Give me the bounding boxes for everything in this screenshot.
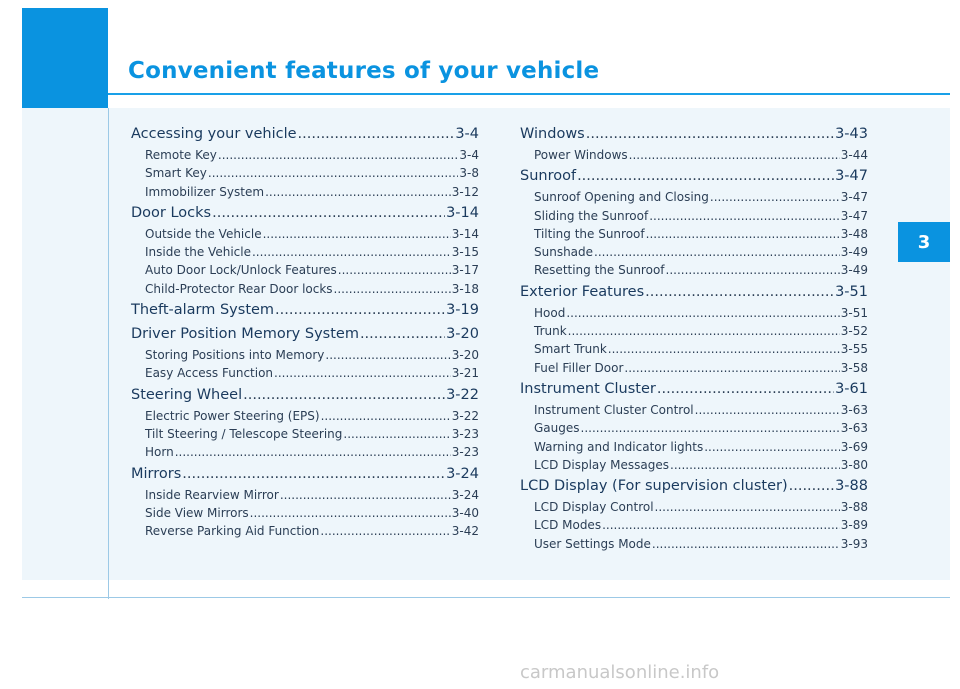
toc-item[interactable] bbox=[131, 245, 479, 263]
toc-leader bbox=[265, 185, 451, 199]
toc-item-page: 3-12 bbox=[451, 184, 479, 199]
toc-item-label: Easy Access Function bbox=[145, 366, 274, 381]
margin-divider bbox=[108, 108, 109, 599]
toc-item[interactable] bbox=[520, 421, 868, 439]
toc-item[interactable] bbox=[520, 148, 868, 166]
toc-section[interactable] bbox=[520, 284, 868, 306]
toc-section-label: Instrument Cluster bbox=[520, 380, 656, 397]
toc-item-page: 3-49 bbox=[840, 245, 868, 260]
toc-item[interactable] bbox=[131, 185, 479, 203]
toc-item[interactable] bbox=[520, 209, 868, 227]
toc-leader bbox=[789, 478, 834, 494]
toc-item-label: Remote Key bbox=[145, 148, 217, 162]
toc-item[interactable] bbox=[520, 324, 868, 342]
toc-leader bbox=[275, 302, 445, 318]
toc-leader bbox=[704, 440, 840, 454]
toc-item-page: 3-55 bbox=[840, 342, 868, 357]
toc-section-page: 3-61 bbox=[835, 380, 868, 397]
toc-item-page: 3-69 bbox=[840, 439, 868, 454]
toc-leader bbox=[566, 306, 839, 320]
toc-item[interactable] bbox=[131, 506, 479, 524]
toc-leader bbox=[274, 366, 451, 380]
toc-section-page: 3-24 bbox=[446, 465, 479, 482]
toc-section-page: 3-22 bbox=[446, 386, 479, 403]
toc-item[interactable] bbox=[131, 282, 479, 300]
toc-item-label: Tilt Steering / Telescope Steering bbox=[145, 426, 343, 441]
toc-item-page: 3-47 bbox=[840, 190, 868, 205]
toc-leader bbox=[325, 348, 450, 362]
toc-leader bbox=[298, 126, 455, 142]
toc-item-page: 3-20 bbox=[451, 348, 479, 363]
toc-section-label: Windows bbox=[520, 126, 585, 142]
toc-item-page: 3-47 bbox=[840, 208, 868, 223]
toc-section-label: Accessing your vehicle bbox=[131, 126, 297, 142]
toc-leader bbox=[645, 284, 834, 300]
toc-leader bbox=[334, 282, 451, 296]
toc-item-label: Sunshade bbox=[534, 245, 594, 260]
toc-leader bbox=[624, 361, 839, 375]
toc-item-page: 3-21 bbox=[451, 366, 479, 381]
toc-item-label: Outside the Vehicle bbox=[145, 226, 262, 241]
toc-item-label: LCD Display Control bbox=[534, 500, 654, 515]
toc-item[interactable] bbox=[131, 166, 479, 184]
toc-item[interactable] bbox=[520, 245, 868, 263]
chapter-tab[interactable]: 3 bbox=[898, 222, 950, 262]
toc-leader bbox=[343, 427, 450, 441]
toc-item-page: 3-93 bbox=[840, 536, 868, 551]
toc-leader bbox=[629, 148, 840, 162]
toc-leader bbox=[175, 445, 451, 459]
toc-item[interactable] bbox=[131, 348, 479, 366]
toc-section-label: Theft-alarm System bbox=[131, 302, 275, 319]
toc-section-page: 3-51 bbox=[835, 283, 868, 300]
toc-item[interactable] bbox=[520, 537, 868, 555]
toc-leader bbox=[649, 209, 840, 223]
toc-item-page: 3-4 bbox=[459, 148, 479, 162]
toc-item-label: Resetting the Sunroof bbox=[534, 263, 665, 278]
toc-leader bbox=[652, 537, 840, 551]
toc-leader bbox=[710, 190, 840, 204]
toc-item[interactable] bbox=[520, 227, 868, 245]
toc-leader bbox=[338, 263, 451, 277]
toc-item-page: 3-8 bbox=[459, 166, 479, 181]
toc-leader bbox=[320, 524, 450, 538]
toc-item-label: Storing Positions into Memory bbox=[145, 348, 325, 363]
toc-section[interactable] bbox=[131, 205, 479, 227]
toc-item-label: Side View Mirrors bbox=[145, 505, 249, 520]
toc-item-page: 3-23 bbox=[451, 445, 479, 460]
toc-leader bbox=[360, 326, 445, 342]
toc-item-page: 3-63 bbox=[840, 421, 868, 436]
toc-section-page: 3-19 bbox=[446, 302, 479, 319]
toc-item-label: Auto Door Lock/Unlock Features bbox=[145, 263, 337, 278]
toc-leader bbox=[280, 488, 451, 502]
toc-item-label: LCD Modes bbox=[534, 518, 602, 533]
toc-section-page: 3-88 bbox=[835, 478, 868, 495]
toc-item-label: Fuel Filler Door bbox=[534, 360, 624, 375]
toc-item-page: 3-44 bbox=[840, 148, 868, 162]
toc-item[interactable] bbox=[520, 518, 868, 536]
toc-item-page: 3-23 bbox=[451, 426, 479, 441]
toc-section-page: 3-47 bbox=[835, 168, 868, 185]
toc-section-label: Exterior Features bbox=[520, 283, 645, 300]
toc-leader bbox=[646, 227, 840, 241]
toc-leader bbox=[568, 324, 840, 338]
toc-section-label: Mirrors bbox=[131, 465, 182, 482]
toc-item[interactable] bbox=[131, 227, 479, 245]
toc-item-page: 3-63 bbox=[840, 402, 868, 417]
toc-item[interactable] bbox=[131, 263, 479, 281]
toc-item-label: User Settings Mode bbox=[534, 536, 651, 551]
toc-item-page: 3-88 bbox=[840, 500, 868, 515]
toc-leader bbox=[581, 421, 840, 435]
toc-section-page: 3-14 bbox=[446, 204, 479, 221]
toc-item[interactable] bbox=[520, 190, 868, 208]
toc-item[interactable] bbox=[131, 148, 479, 166]
toc-item-label: Smart Key bbox=[145, 166, 207, 181]
toc-item-label: Hood bbox=[534, 305, 566, 320]
toc-leader bbox=[243, 387, 445, 403]
toc-item-label: Inside Rearview Mirror bbox=[145, 487, 279, 502]
toc-item-page: 3-17 bbox=[451, 263, 479, 278]
toc-item-page: 3-80 bbox=[840, 457, 868, 472]
toc-item-page: 3-58 bbox=[840, 360, 868, 375]
toc-leader bbox=[218, 148, 459, 162]
toc-item-label: Child-Protector Rear Door locks bbox=[145, 281, 333, 296]
toc-item-label: Instrument Cluster Control bbox=[534, 402, 694, 417]
toc-item-label: Immobilizer System bbox=[145, 184, 265, 199]
title-underline bbox=[108, 93, 950, 95]
chapter-header-block bbox=[22, 8, 108, 108]
toc-item[interactable] bbox=[131, 409, 479, 427]
toc-section[interactable] bbox=[520, 381, 868, 403]
toc-section-label: Steering Wheel bbox=[131, 386, 243, 403]
toc-section[interactable] bbox=[520, 168, 868, 190]
toc-section-page: 3-4 bbox=[455, 126, 479, 142]
toc-item-label: Electric Power Steering (EPS) bbox=[145, 408, 320, 423]
toc-item[interactable] bbox=[520, 403, 868, 421]
toc-item-label: LCD Display Messages bbox=[534, 457, 670, 472]
toc-item-page: 3-22 bbox=[451, 408, 479, 423]
toc-item[interactable] bbox=[520, 263, 868, 281]
toc-item[interactable] bbox=[131, 524, 479, 542]
toc-section-label: LCD Display (For supervision cluster) bbox=[520, 478, 788, 495]
toc-leader bbox=[252, 245, 451, 259]
toc-column-right bbox=[520, 124, 868, 555]
toc-item-page: 3-24 bbox=[451, 487, 479, 502]
toc-item-page: 3-18 bbox=[451, 281, 479, 296]
toc-item-label: Gauges bbox=[534, 421, 580, 436]
toc-leader bbox=[670, 458, 840, 472]
toc-item-page: 3-49 bbox=[840, 263, 868, 278]
toc-section[interactable] bbox=[520, 126, 868, 148]
toc-section[interactable] bbox=[131, 387, 479, 409]
toc-item-label: Sliding the Sunroof bbox=[534, 208, 649, 223]
toc-section[interactable] bbox=[520, 478, 868, 500]
toc-item[interactable] bbox=[520, 458, 868, 476]
toc-item-page: 3-51 bbox=[840, 305, 868, 320]
toc-item-page: 3-15 bbox=[451, 245, 479, 260]
toc-leader bbox=[602, 518, 840, 532]
toc-item[interactable] bbox=[520, 440, 868, 458]
toc-leader bbox=[655, 500, 840, 514]
toc-section[interactable] bbox=[131, 326, 479, 348]
toc-item-page: 3-89 bbox=[840, 518, 868, 533]
footer-divider bbox=[22, 597, 950, 598]
toc-item[interactable] bbox=[131, 427, 479, 445]
toc-item[interactable] bbox=[131, 488, 479, 506]
toc-item-label: Tilting the Sunroof bbox=[534, 226, 645, 241]
toc-column-left bbox=[131, 124, 479, 542]
toc-leader bbox=[182, 466, 445, 482]
toc-section-page: 3-43 bbox=[835, 126, 868, 142]
toc-item-label: Warning and Indicator lights bbox=[534, 439, 704, 454]
toc-item-page: 3-52 bbox=[840, 324, 868, 339]
toc-leader bbox=[212, 205, 445, 221]
page-title: Convenient features of your vehicle bbox=[128, 58, 600, 84]
toc-leader bbox=[695, 403, 840, 417]
toc-item-label: Trunk bbox=[534, 324, 567, 339]
toc-item[interactable] bbox=[131, 366, 479, 384]
toc-item-page: 3-42 bbox=[451, 524, 479, 539]
toc-leader bbox=[208, 166, 459, 180]
toc-section-page: 3-20 bbox=[446, 326, 479, 343]
toc-section-label: Sunroof bbox=[520, 168, 577, 185]
toc-item[interactable] bbox=[520, 306, 868, 324]
toc-leader bbox=[250, 506, 451, 520]
toc-item-page: 3-40 bbox=[451, 505, 479, 520]
toc-leader bbox=[577, 168, 834, 184]
toc-section[interactable] bbox=[131, 302, 479, 324]
toc-section[interactable] bbox=[131, 126, 479, 148]
toc-leader bbox=[657, 381, 834, 397]
toc-leader bbox=[594, 245, 840, 259]
toc-item-label: Reverse Parking Aid Function bbox=[145, 524, 320, 539]
toc-item-page: 3-14 bbox=[451, 226, 479, 241]
toc-leader bbox=[608, 342, 840, 356]
toc-item-label: Horn bbox=[145, 445, 174, 460]
toc-item[interactable] bbox=[131, 445, 479, 463]
watermark: carmanualsonline.info bbox=[520, 662, 720, 683]
toc-item[interactable] bbox=[520, 500, 868, 518]
toc-leader bbox=[586, 126, 834, 142]
toc-section-label: Door Locks bbox=[131, 204, 212, 221]
toc-item[interactable] bbox=[520, 342, 868, 360]
toc-leader bbox=[666, 263, 840, 277]
toc-item-page: 3-48 bbox=[840, 226, 868, 241]
toc-item[interactable] bbox=[520, 361, 868, 379]
toc-item-label: Power Windows bbox=[534, 148, 628, 162]
toc-item-label: Smart Trunk bbox=[534, 342, 607, 357]
toc-item-label: Sunroof Opening and Closing bbox=[534, 190, 709, 205]
toc-item-label: Inside the Vehicle bbox=[145, 245, 251, 260]
toc-section-label: Driver Position Memory System bbox=[131, 326, 359, 343]
toc-leader bbox=[263, 227, 451, 241]
toc-section[interactable] bbox=[131, 466, 479, 488]
toc-leader bbox=[321, 409, 451, 423]
